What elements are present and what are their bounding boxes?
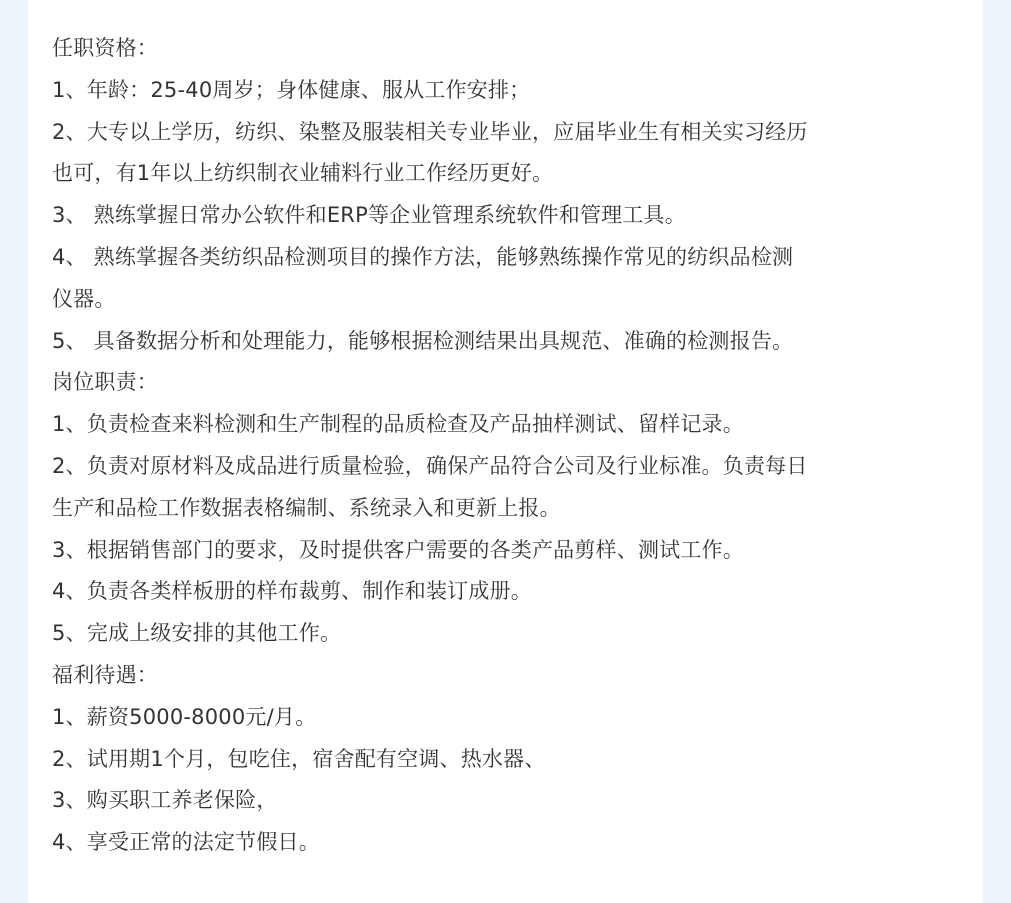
job-description-card bbox=[28, 0, 983, 903]
benefit-item: 3、购买职工养老保险， bbox=[52, 788, 278, 813]
section-heading-qualifications: 任职资格： bbox=[52, 36, 158, 60]
benefit-item: 2、试用期1个月，包吃住，宿舍配有空调、热水器、 bbox=[52, 746, 546, 771]
responsibility-item: 3、根据销售部门的要求，及时提供客户需要的各类产品剪样、测试工作。 bbox=[52, 537, 744, 562]
responsibility-item: 1、负责检查来料检测和生产制程的品质检查及产品抽样测试、留样记录。 bbox=[52, 412, 744, 437]
responsibility-item: 2、负责对原材料及成品进行质量检验，确保产品符合公司及行业标准。负责每日 bbox=[52, 453, 808, 478]
qualification-item: 1、年龄：25-40周岁；身体健康、服从工作安排； bbox=[52, 77, 531, 102]
qualification-item: 5、 具备数据分析和处理能力，能够根据检测结果出具规范、准确的检测报告。 bbox=[52, 328, 794, 353]
qualification-item: 2、大专以上学历，纺织、染整及服装相关专业毕业，应届毕业生有相关实习经历 bbox=[52, 119, 808, 144]
qualification-item: 4、 熟练掌握各类纺织品检测项目的操作方法，能够熟练操作常见的纺织品检测 bbox=[52, 244, 794, 269]
responsibility-item: 4、负责各类样板册的样布裁剪、制作和装订成册。 bbox=[52, 579, 532, 604]
section-heading-responsibilities: 岗位职责： bbox=[52, 370, 158, 395]
responsibility-item: 5、完成上级安排的其他工作。 bbox=[52, 621, 342, 646]
responsibility-item-continued: 生产和品检工作数据表格编制、系统录入和更新上报。 bbox=[52, 495, 561, 520]
qualification-item: 3、 熟练掌握日常办公软件和ERP等企业管理系统软件和管理工具。 bbox=[52, 203, 686, 228]
benefit-item: 4、享受正常的法定节假日。 bbox=[52, 830, 320, 855]
qualification-item-continued: 仪器。 bbox=[52, 286, 116, 311]
section-heading-benefits: 福利待遇： bbox=[52, 662, 158, 687]
benefit-item: 1、薪资5000-8000元/月。 bbox=[52, 704, 317, 729]
qualification-item-continued: 也可，有1年以上纺织制衣业辅料行业工作经历更好。 bbox=[52, 161, 554, 186]
